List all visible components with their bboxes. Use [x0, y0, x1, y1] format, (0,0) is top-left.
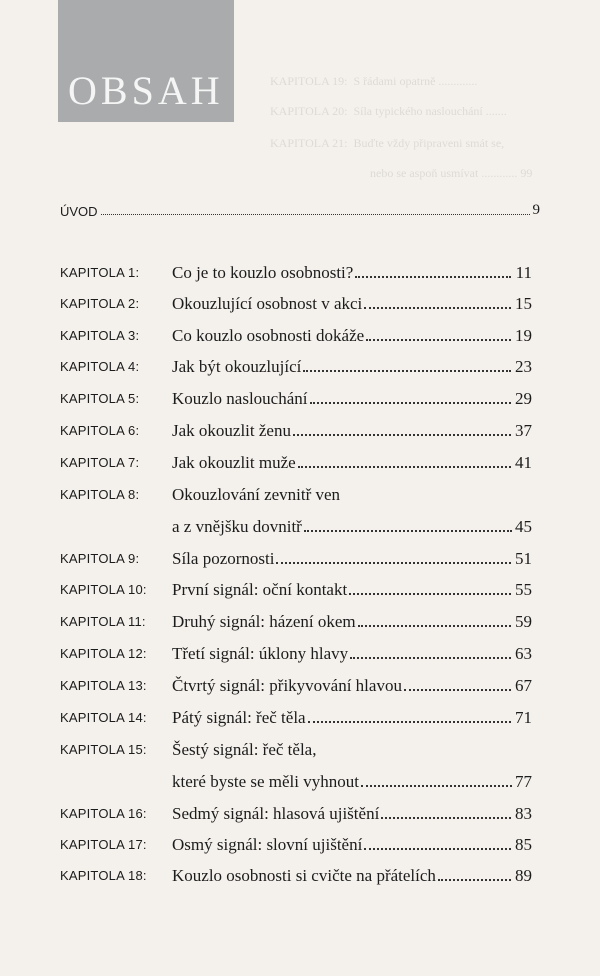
toc-row[interactable] [0, 831, 600, 861]
chapter-page: 45 [515, 517, 532, 536]
chapter-page: 37 [515, 421, 532, 440]
intro-label: ÚVOD [60, 204, 98, 219]
chapter-title-line2: a z vnějšku dovnitř [172, 517, 302, 536]
chapter-label: KAPITOLA 3: [60, 328, 140, 343]
leader-dots [366, 338, 511, 341]
chapter-entry [172, 704, 532, 728]
chapter-entry [172, 862, 532, 886]
chapter-entry [172, 417, 532, 441]
toc-row[interactable] [0, 736, 600, 766]
chapter-label: KAPITOLA 5: [60, 391, 140, 406]
chapter-entry [172, 545, 532, 569]
toc-row[interactable] [0, 417, 600, 447]
chapter-title: Osmý signál: slovní ujištění [172, 835, 363, 854]
leader-dots [101, 214, 530, 215]
leader-dots [304, 530, 512, 532]
leader-dots [293, 433, 511, 436]
leader-dots [381, 816, 511, 819]
chapter-page: 67 [515, 676, 532, 695]
chapter-entry [172, 290, 532, 314]
bleed-through-text: KAPITOLA 20: Síla typického naslouchání ....... [270, 104, 507, 118]
chapter-entry [172, 449, 532, 473]
chapter-entry [172, 353, 532, 377]
toc-row[interactable] [0, 862, 600, 892]
chapter-title: Co je to kouzlo osobnosti? [172, 263, 354, 282]
chapter-entry [172, 576, 532, 600]
chapter-title: Pátý signál: řeč těla [172, 708, 306, 727]
toc-row[interactable] [0, 640, 600, 670]
leader-dots [358, 624, 511, 627]
leader-dots [438, 878, 511, 881]
chapter-label: KAPITOLA 8: [60, 487, 140, 502]
chapter-page: 19 [515, 326, 532, 345]
chapter-label: KAPITOLA 13: [60, 678, 147, 693]
chapter-page: 63 [515, 644, 532, 663]
chapter-label: KAPITOLA 1: [60, 265, 140, 280]
toc-row[interactable] [0, 449, 600, 479]
toc-row[interactable] [0, 290, 600, 320]
chapter-label: KAPITOLA 17: [60, 837, 147, 852]
chapter-label: KAPITOLA 15: [60, 742, 147, 757]
chapter-title: Co kouzlo osobnosti dokáže [172, 326, 365, 345]
bleed-through-text: nebo se aspoň usmívat ............ 99 [370, 166, 533, 180]
leader-dots [361, 785, 512, 787]
toc-row[interactable] [0, 353, 600, 383]
chapter-label: KAPITOLA 16: [60, 806, 147, 821]
toc-row[interactable] [0, 322, 600, 352]
chapter-page: 11 [515, 263, 532, 282]
chapter-entry [172, 322, 532, 346]
chapter-title: Kouzlo osobnosti si cvičte na přátelích [172, 866, 436, 885]
chapter-label: KAPITOLA 9: [60, 551, 140, 566]
chapter-page: 85 [515, 835, 532, 854]
chapter-entry-continuation [172, 513, 532, 537]
chapter-title: Sedmý signál: hlasová ujištění [172, 804, 380, 823]
toc-row[interactable] [0, 385, 600, 415]
toc-row[interactable] [0, 576, 600, 606]
chapter-page: 83 [515, 804, 532, 823]
toc-intro-row[interactable] [60, 197, 540, 219]
toc-row[interactable] [0, 481, 600, 511]
chapter-entry-continuation [172, 768, 532, 792]
leader-dots [350, 656, 511, 659]
chapter-label: KAPITOLA 11: [60, 614, 146, 629]
leader-dots [310, 401, 512, 404]
chapter-label: KAPITOLA 12: [60, 646, 147, 661]
leader-dots [308, 720, 511, 723]
leader-dots [303, 369, 511, 372]
chapter-label: KAPITOLA 7: [60, 455, 140, 470]
title-block [58, 0, 234, 122]
chapter-entry [172, 800, 532, 824]
toc-row[interactable] [0, 545, 600, 575]
chapter-title: Druhý signál: házení okem [172, 612, 356, 631]
chapter-label: KAPITOLA 18: [60, 868, 147, 883]
toc-row[interactable] [0, 259, 600, 289]
chapter-page: 29 [515, 389, 532, 408]
chapter-entry [172, 608, 532, 632]
leader-dots [364, 847, 511, 850]
chapter-entry [172, 831, 532, 855]
chapter-title: Okouzlování zevnitř ven [172, 485, 341, 504]
leader-dots [298, 465, 511, 468]
chapter-label: KAPITOLA 4: [60, 359, 140, 374]
chapter-entry [172, 672, 532, 696]
page-title: OBSAH [68, 68, 224, 113]
chapter-title: Síla pozornosti [172, 549, 275, 568]
chapter-entry [172, 640, 532, 664]
leader-dots [349, 592, 511, 595]
toc-row[interactable] [0, 704, 600, 734]
chapter-label: KAPITOLA 14: [60, 710, 147, 725]
chapter-title: Čtvrtý signál: přikyvování hlavou [172, 676, 402, 695]
chapter-title: Kouzlo naslouchání [172, 389, 308, 408]
chapter-page: 51 [515, 549, 532, 568]
chapter-page: 15 [515, 294, 532, 313]
bleed-through-text: KAPITOLA 21: Buďte vždy připraveni smát se, [270, 136, 505, 150]
chapter-title: Třetí signál: úklony hlavy [172, 644, 349, 663]
chapter-page: 41 [515, 453, 532, 472]
chapter-title-line2: které byste se měli vyhnout [172, 772, 359, 791]
chapter-title: Jak okouzlit muže [172, 453, 296, 472]
chapter-title: Jak být okouzlující [172, 357, 302, 376]
chapter-label: KAPITOLA 10: [60, 582, 147, 597]
toc-row[interactable] [0, 608, 600, 638]
chapter-page: 59 [515, 612, 532, 631]
chapter-entry [172, 385, 532, 409]
chapter-page: 23 [515, 357, 532, 376]
leader-dots [276, 561, 511, 564]
chapter-label: KAPITOLA 6: [60, 423, 140, 438]
chapter-entry [172, 259, 532, 283]
chapter-title: Jak okouzlit ženu [172, 421, 291, 440]
leader-dots [355, 275, 511, 278]
bleed-through-text: KAPITOLA 19: S řádami opatrně ............. [270, 74, 478, 88]
chapter-title: Šestý signál: řeč těla, [172, 740, 317, 759]
intro-page: 9 [532, 202, 540, 218]
chapter-title: První signál: oční kontakt [172, 580, 348, 599]
toc-row[interactable] [0, 800, 600, 830]
chapter-page: 89 [515, 866, 532, 885]
chapter-entry [172, 736, 532, 760]
chapter-page: 71 [515, 708, 532, 727]
chapter-entry [172, 481, 532, 505]
toc-row[interactable] [0, 672, 600, 702]
leader-dots [404, 688, 511, 691]
chapter-title: Okouzlující osobnost v akci [172, 294, 363, 313]
chapter-page: 77 [515, 772, 532, 791]
chapter-page: 55 [515, 580, 532, 599]
leader-dots [364, 306, 511, 309]
chapter-label: KAPITOLA 2: [60, 296, 140, 311]
